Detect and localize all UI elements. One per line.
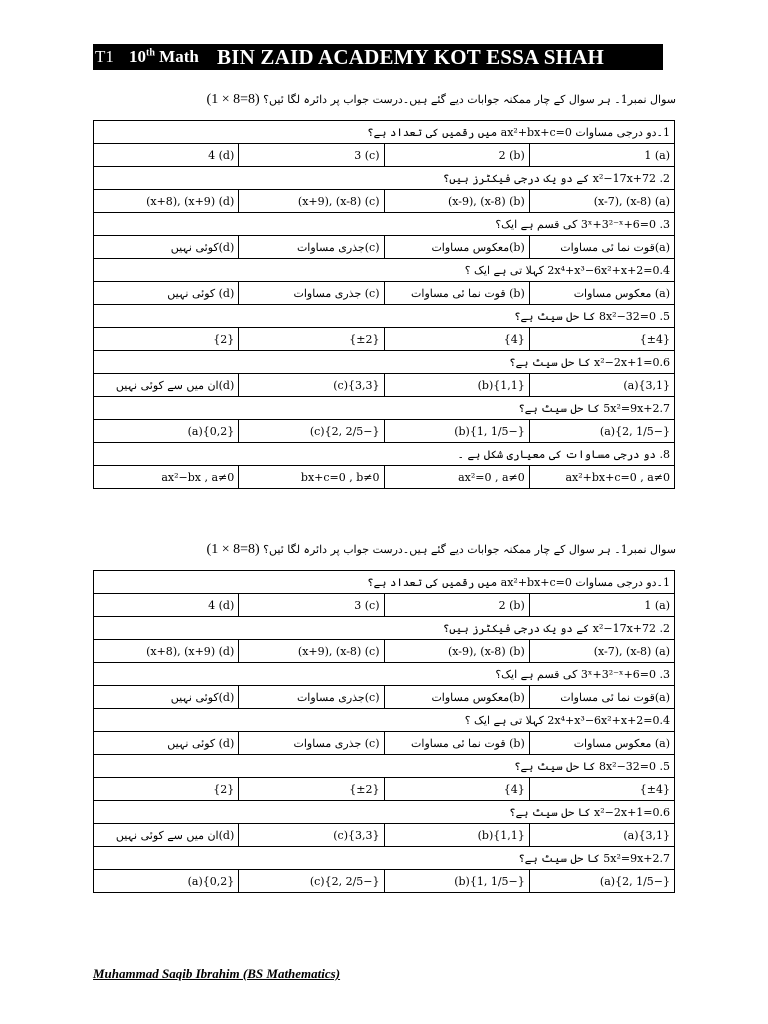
answer-option[interactable]: (b)معکوس مساوات xyxy=(384,236,529,259)
question-stem: 1۔دو درجی مساوات ax²+bx+c=0 میں رقمیں کی تعداد ہے؟ xyxy=(94,121,675,144)
answer-option[interactable]: (c) جذری مساوات xyxy=(239,282,384,305)
answer-option[interactable]: (b)معکوس مساوات xyxy=(384,686,529,709)
answer-option[interactable]: {−2/5 ,2}(c) xyxy=(239,870,384,893)
answer-option[interactable]: {0,2}(a) xyxy=(94,870,239,893)
answer-option[interactable]: (b) قوت نما ئی مساوات xyxy=(384,282,529,305)
options-row xyxy=(94,594,675,617)
question-stem: 2x⁴+x³−6x²+x+2=0.4 کہلا تی ہے ایک ؟ xyxy=(94,259,675,282)
answer-option[interactable]: {3,1}(a) xyxy=(529,824,674,847)
answer-option[interactable]: (d) (x+9) ,(x+8) xyxy=(94,640,239,663)
answer-option[interactable]: {3,3}(c) xyxy=(239,824,384,847)
question-stem-row xyxy=(94,801,675,824)
answer-option[interactable]: {±4} xyxy=(529,328,674,351)
answer-option[interactable]: (c)جذری مساوات xyxy=(239,236,384,259)
answer-option[interactable]: ax²+bx+c=0 , a≠0 xyxy=(529,466,674,489)
answer-option[interactable]: (c)جذری مساوات xyxy=(239,686,384,709)
answer-option[interactable]: (d)ان میں سے کوئی نہیں xyxy=(94,374,239,397)
answer-option[interactable]: (d) کوئی نہیں xyxy=(94,732,239,755)
answer-option[interactable]: (c) (x-8) ,(x+9) xyxy=(239,640,384,663)
question-stem: x²−2x+1=0.6 کا حل سیٹ ہے؟ xyxy=(94,801,675,824)
options-row xyxy=(94,190,675,213)
answer-option[interactable]: (a)قوت نما ئی مساوات xyxy=(529,236,674,259)
question-stem: 5x²=9x+2.7 کا حل سیٹ ہے؟ xyxy=(94,847,675,870)
question-stem-row xyxy=(94,213,675,236)
answer-option[interactable]: {±4} xyxy=(529,778,674,801)
answer-option[interactable]: (a) (x-8) ,(x-7) xyxy=(529,190,674,213)
question-stem-row xyxy=(94,121,675,144)
answer-option[interactable]: {3,3}(c) xyxy=(239,374,384,397)
answer-option[interactable]: (d)ان میں سے کوئی نہیں xyxy=(94,824,239,847)
answer-option[interactable]: (a) 1 xyxy=(529,594,674,617)
question-stem: 5x²=9x+2.7 کا حل سیٹ ہے؟ xyxy=(94,397,675,420)
answer-option[interactable]: (a) (x-8) ,(x-7) xyxy=(529,640,674,663)
options-row xyxy=(94,870,675,893)
question-stem: 1۔دو درجی مساوات ax²+bx+c=0 میں رقمیں کی تعداد ہے؟ xyxy=(94,571,675,594)
question-stem-row xyxy=(94,709,675,732)
instruction-line xyxy=(100,542,676,558)
answer-option[interactable]: bx+c=0 , b≠0 xyxy=(239,466,384,489)
answer-option[interactable]: (a)قوت نما ئی مساوات xyxy=(529,686,674,709)
answer-option[interactable]: {2} xyxy=(94,778,239,801)
question-stem-row xyxy=(94,351,675,374)
answer-option[interactable]: ax²=0 , a≠0 xyxy=(384,466,529,489)
answer-option[interactable]: {1,1}(b) xyxy=(384,824,529,847)
answer-option[interactable]: {0,2}(a) xyxy=(94,420,239,443)
answer-option[interactable]: {±2} xyxy=(239,328,384,351)
answer-option[interactable]: (d) کوئی نہیں xyxy=(94,282,239,305)
answer-option[interactable]: (d) 4 xyxy=(94,594,239,617)
instruction-text: سوال نمبر1۔ ہر سوال کے چار ممکنہ جوابات دیے گئے ہیں۔درست جواب پر دائرہ لگا ئیں؟ xyxy=(263,543,676,556)
header-bar xyxy=(93,44,663,70)
options-row xyxy=(94,778,675,801)
marks-text: (1 × 8=8) xyxy=(206,542,260,557)
answer-option[interactable]: {4} xyxy=(384,778,529,801)
answer-option[interactable]: (b) 2 xyxy=(384,594,529,617)
answer-option[interactable]: ax²−bx , a≠0 xyxy=(94,466,239,489)
options-row xyxy=(94,282,675,305)
question-stem-row xyxy=(94,167,675,190)
answer-option[interactable]: (b) (x-8) ,(x-9) xyxy=(384,190,529,213)
question-stem: 5. 8x²−32=0 کا حل سیٹ ہے؟ xyxy=(94,755,675,778)
answer-option[interactable]: {−1/5 ,1}(b) xyxy=(384,420,529,443)
answer-option[interactable]: {−1/5 ,2}(a) xyxy=(529,420,674,443)
answer-option[interactable]: (c) 3 xyxy=(239,594,384,617)
answer-option[interactable]: {4} xyxy=(384,328,529,351)
options-row xyxy=(94,686,675,709)
answer-option[interactable]: (d) (x+9) ,(x+8) xyxy=(94,190,239,213)
options-row xyxy=(94,824,675,847)
question-stem: 8. دو درجی مساوات کی معیاری شکل ہے ۔ xyxy=(94,443,675,466)
question-stem-row xyxy=(94,259,675,282)
academy-title: BIN ZAID ACADEMY KOT ESSA SHAH xyxy=(217,44,605,69)
options-row xyxy=(94,466,675,489)
question-stem: 2x⁴+x³−6x²+x+2=0.4 کہلا تی ہے ایک ؟ xyxy=(94,709,675,732)
mcq-table-1 xyxy=(93,120,675,489)
grade-subject: 10th Math xyxy=(129,47,199,66)
instruction-line xyxy=(100,92,676,108)
answer-option[interactable]: {2} xyxy=(94,328,239,351)
question-stem-row xyxy=(94,617,675,640)
question-stem: 2. x²−17x+72 کے دو یک درجی فیکٹرز ہیں؟ xyxy=(94,617,675,640)
answer-option[interactable]: (b) قوت نما ئی مساوات xyxy=(384,732,529,755)
answer-option[interactable]: (b) 2 xyxy=(384,144,529,167)
options-row xyxy=(94,640,675,663)
answer-option[interactable]: {−2/5 ,2}(c) xyxy=(239,420,384,443)
answer-option[interactable]: (c) (x-8) ,(x+9) xyxy=(239,190,384,213)
answer-option[interactable]: (d) 4 xyxy=(94,144,239,167)
question-stem: 5. 8x²−32=0 کا حل سیٹ ہے؟ xyxy=(94,305,675,328)
question-stem: 3. 3ˣ+3²⁻ˣ+6=0 کی قسم ہے ایک؟ xyxy=(94,663,675,686)
options-row xyxy=(94,236,675,259)
options-row xyxy=(94,328,675,351)
question-stem-row xyxy=(94,443,675,466)
question-stem-row xyxy=(94,571,675,594)
paper-code: T1 xyxy=(95,47,114,66)
answer-option[interactable]: (a) معکوس مساوات xyxy=(529,282,674,305)
answer-option[interactable]: {3,1}(a) xyxy=(529,374,674,397)
question-stem-row xyxy=(94,397,675,420)
options-row xyxy=(94,144,675,167)
answer-option[interactable]: (a) معکوس مساوات xyxy=(529,732,674,755)
author-footer: Muhammad Saqib Ibrahim (BS Mathematics) xyxy=(93,966,341,981)
options-row xyxy=(94,420,675,443)
options-row xyxy=(94,374,675,397)
answer-option[interactable]: {1,1}(b) xyxy=(384,374,529,397)
answer-option[interactable]: {−1/5 ,2}(a) xyxy=(529,870,674,893)
mcq-table-2 xyxy=(93,570,675,893)
marks-text: (1 × 8=8) xyxy=(206,92,260,107)
answer-option[interactable]: (d)کوئی نہیں xyxy=(94,236,239,259)
question-stem: x²−2x+1=0.6 کا حل سیٹ ہے؟ xyxy=(94,351,675,374)
question-stem: 2. x²−17x+72 کے دو یک درجی فیکٹرز ہیں؟ xyxy=(94,167,675,190)
options-row xyxy=(94,732,675,755)
instruction-text: سوال نمبر1۔ ہر سوال کے چار ممکنہ جوابات دیے گئے ہیں۔درست جواب پر دائرہ لگا ئیں؟ xyxy=(263,93,676,106)
question-stem-row xyxy=(94,847,675,870)
answer-option[interactable]: {±2} xyxy=(239,778,384,801)
answer-option[interactable]: (c) 3 xyxy=(239,144,384,167)
answer-option[interactable]: (a) 1 xyxy=(529,144,674,167)
answer-option[interactable]: (c) جذری مساوات xyxy=(239,732,384,755)
answer-option[interactable]: (d)کوئی نہیں xyxy=(94,686,239,709)
answer-option[interactable]: {−1/5 ,1}(b) xyxy=(384,870,529,893)
question-stem-row xyxy=(94,305,675,328)
question-stem: 3. 3ˣ+3²⁻ˣ+6=0 کی قسم ہے ایک؟ xyxy=(94,213,675,236)
question-stem-row xyxy=(94,755,675,778)
answer-option[interactable]: (b) (x-8) ,(x-9) xyxy=(384,640,529,663)
question-stem-row xyxy=(94,663,675,686)
